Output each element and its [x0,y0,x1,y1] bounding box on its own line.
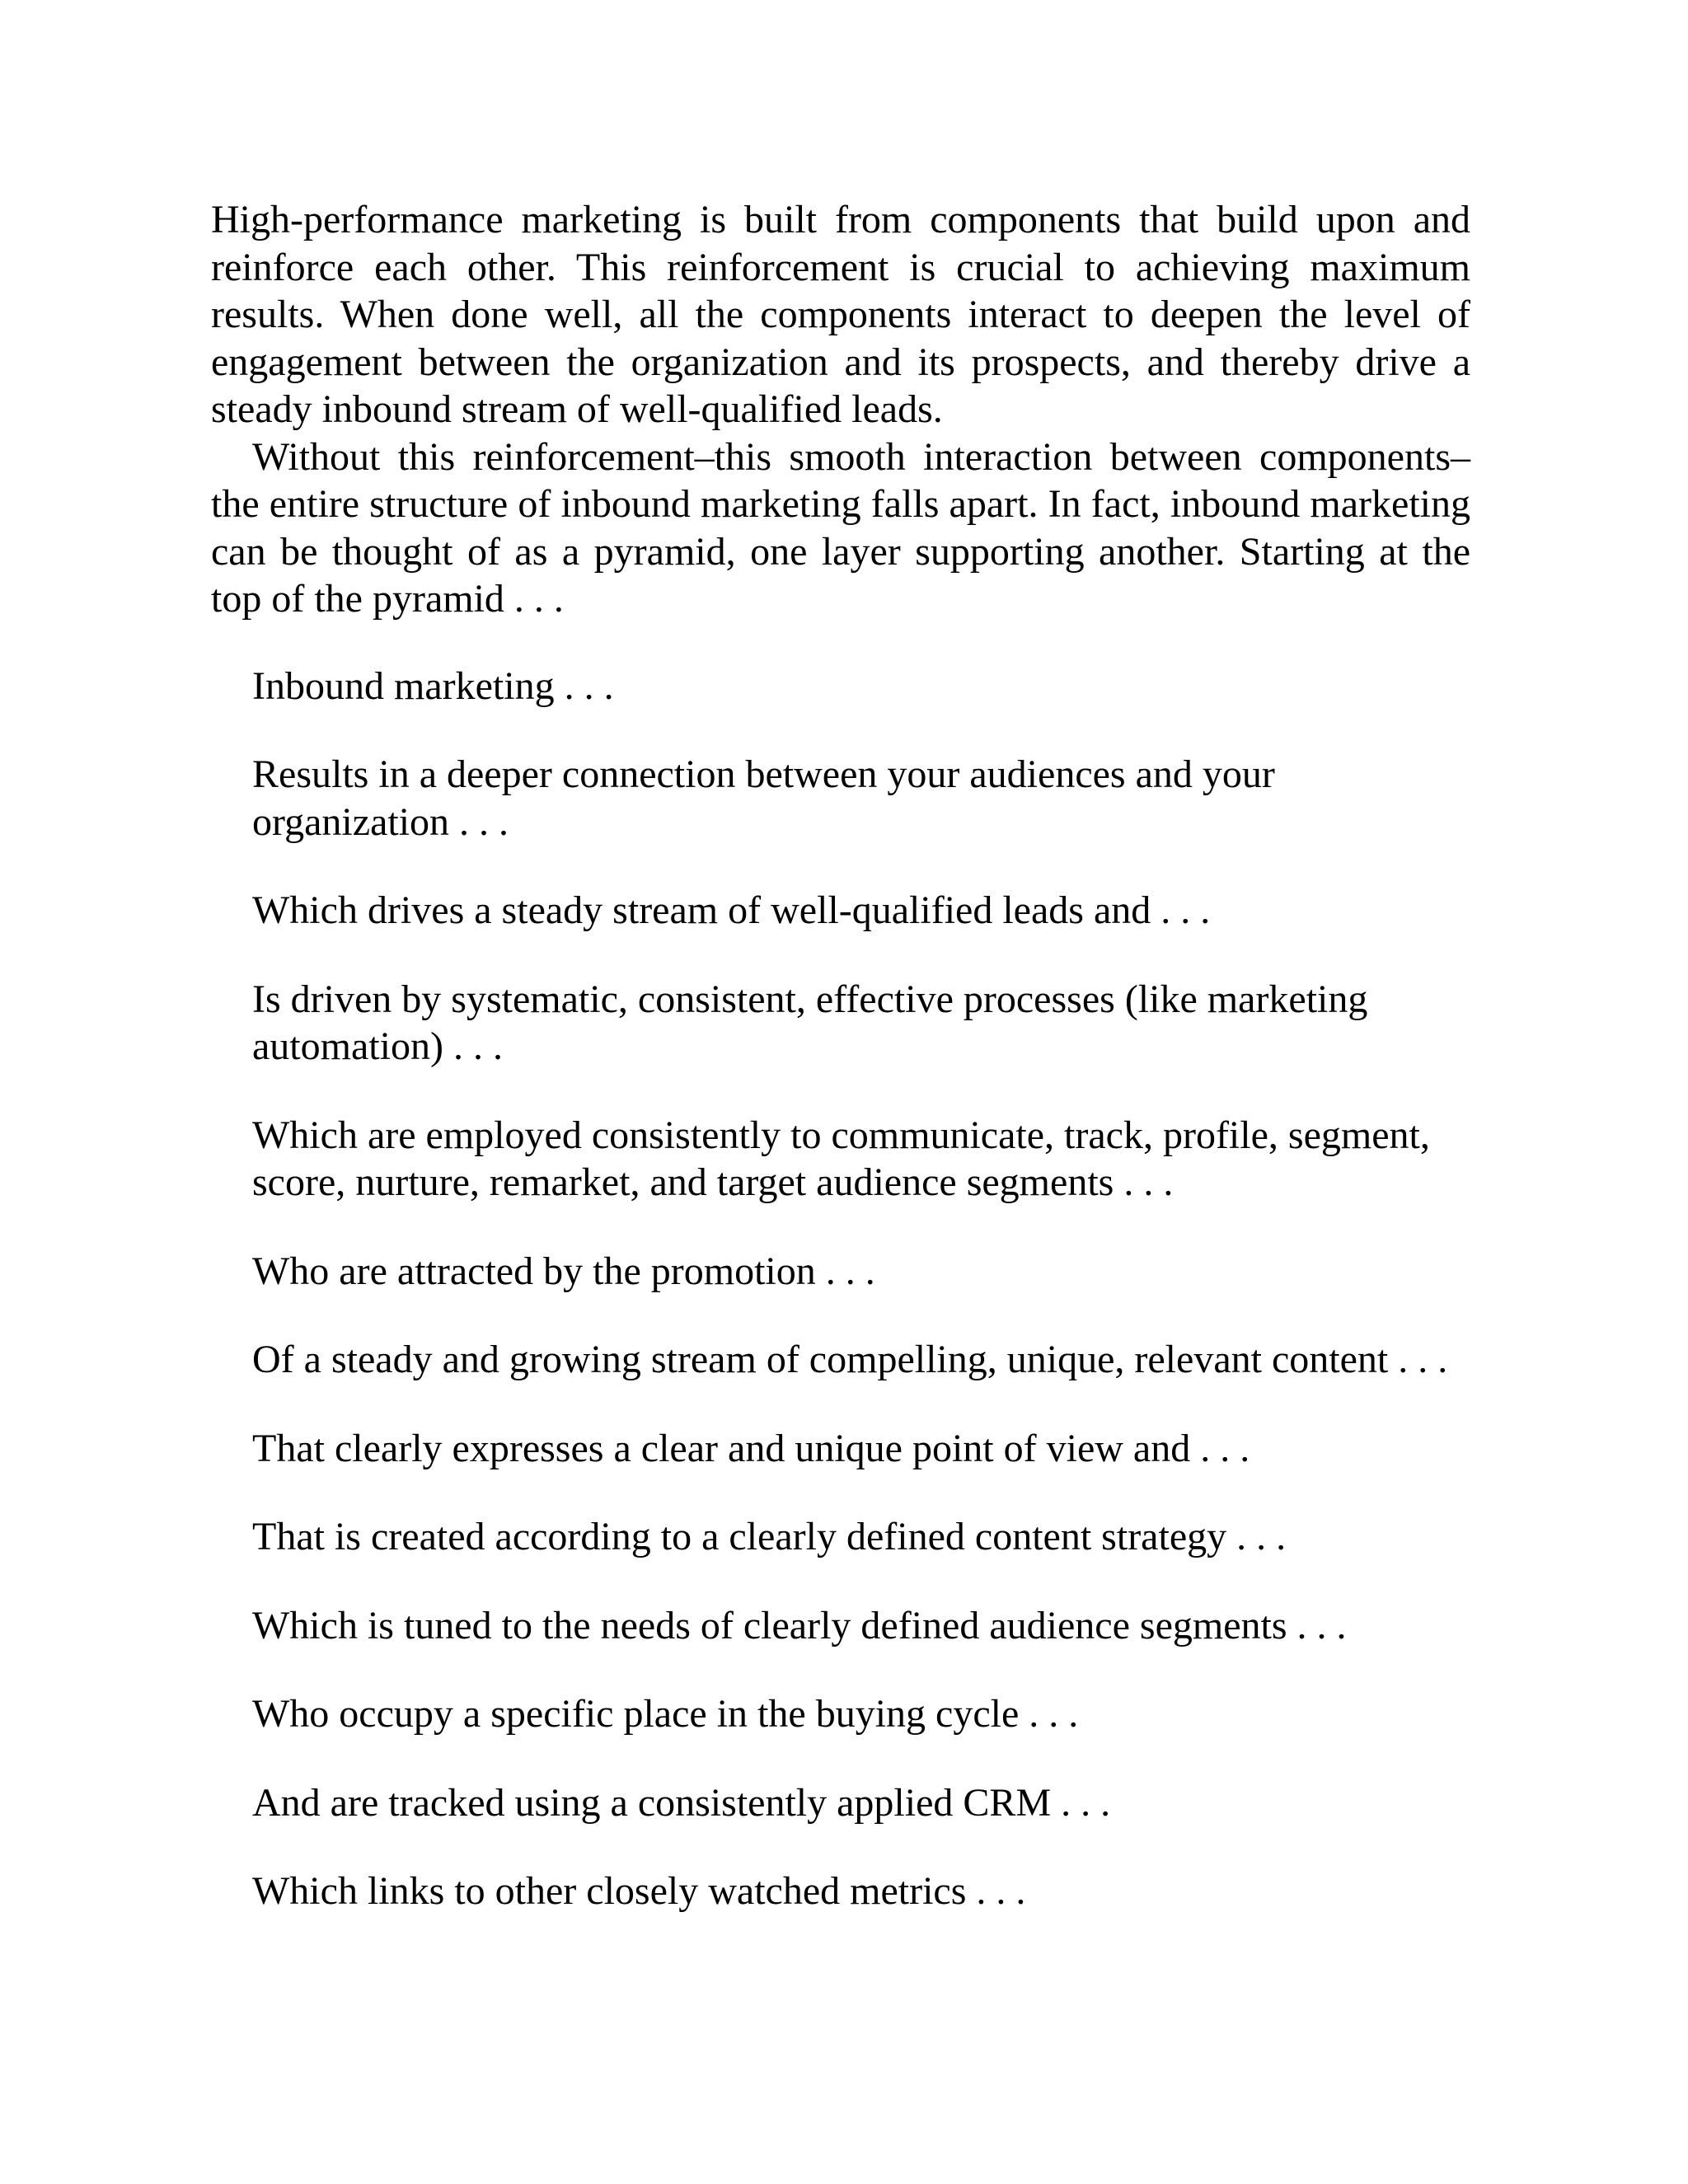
document-body [211,196,1470,1957]
list-item: That is created according to a clearly defined content strategy . . . [252,1515,1287,1558]
list-item: That clearly expresses a clear and unique point of view and . . . [252,1426,1250,1470]
list-item: Which are employed consistently to communicate, track, profile, segment, score, nurture, remarket, and target audience segments . . . [252,1113,1430,1204]
list-item: And are tracked using a consistently applied CRM . . . [252,1780,1111,1825]
pyramid-intro-paragraph: Without this reinforcement–this smooth interaction between components–the entire structure of inbound marketing falls apart. In fact, inbound marketing can be thought of as a pyramid, one layer supporting another. Starting at the top of the pyramid . . . [211,434,1470,621]
list-item: Who occupy a specific place in the buying cycle . . . [252,1692,1079,1736]
list-item: Which links to other closely watched metrics . . . [252,1869,1026,1913]
list-item: Which drives a steady stream of well-qualified leads and . . . [252,888,1211,932]
intro-paragraph: High-performance marketing is built from components that build upon and reinforce each other. This reinforcement is crucial to achieving maximum results. When done well, all the components interact to deepen the level of engagement between the organization and its prospects, and thereby drive a steady inbound stream of well-qualified leads. [211,198,1470,431]
list-item: Results in a deeper connection between your audiences and your organization . . . [252,752,1275,844]
list-item: Is driven by systematic, consistent, effective processes (like marketing automation) . . . [252,977,1368,1068]
list-item: Who are attracted by the promotion . . . [252,1249,875,1293]
pyramid-list [211,663,1470,1915]
list-item: Which is tuned to the needs of clearly defined audience segments . . . [252,1603,1347,1647]
list-item: Of a steady and growing stream of compelling, unique, relevant content . . . [252,1338,1448,1381]
list-item: Inbound marketing . . . [252,663,614,708]
